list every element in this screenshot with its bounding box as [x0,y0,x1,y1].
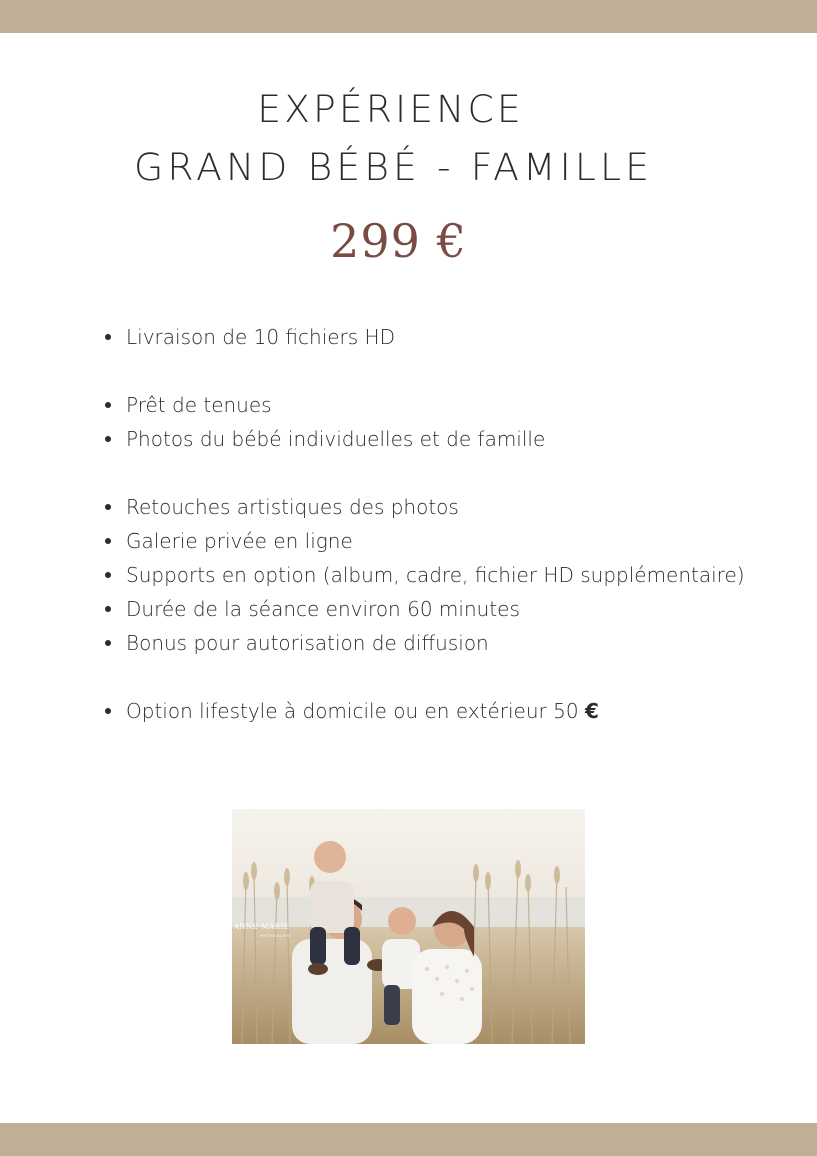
list-item-text: Livraison de 10 fichiers HD [126,325,395,349]
bullet-icon [105,708,111,714]
bullet-icon [105,436,111,442]
list-item [105,626,489,660]
bullet-icon [105,334,111,340]
bullet-icon [105,402,111,408]
list-item [105,490,459,524]
svg-text:ANNE-MARIE: ANNE-MARIE [234,923,290,931]
list-item-text: Photos du bébé individuelles et de famille [126,427,546,451]
list-item-text: Galerie privée en ligne [126,529,353,553]
list-item [105,388,272,422]
bullet-icon [105,640,111,646]
list-item-text: Retouches artistiques des photos [126,495,459,519]
family-photo [232,809,585,1044]
bullet-icon [105,504,111,510]
list-item [105,592,520,626]
top-band [0,0,817,33]
svg-text:PHOTOGRAPHE: PHOTOGRAPHE [260,934,291,938]
list-item-text: Option lifestyle à domicile ou en extérieur 50 [126,699,579,723]
euro-symbol: € [584,699,599,723]
list-item-text: Prêt de tenues [126,393,272,417]
list-item [105,524,353,558]
bottom-band [0,1123,817,1156]
list-item [105,320,395,354]
list-item-text: Bonus pour autorisation de diffusion [126,631,489,655]
list-item-text: Supports en option (album, cadre, fichier HD supplémentaire) [126,563,745,587]
title-line-1: EXPÉRIENCE [257,88,524,131]
list-item [105,422,545,456]
bullet-icon [105,538,111,544]
list-item [105,558,745,592]
bullet-icon [105,572,111,578]
title-line-2: GRAND BÉBÉ - FAMILLE [133,146,654,189]
list-item-text: Durée de la séance environ 60 minutes [126,597,520,621]
price: 299 € [330,214,467,268]
list-item [105,694,599,728]
bullet-icon [105,606,111,612]
